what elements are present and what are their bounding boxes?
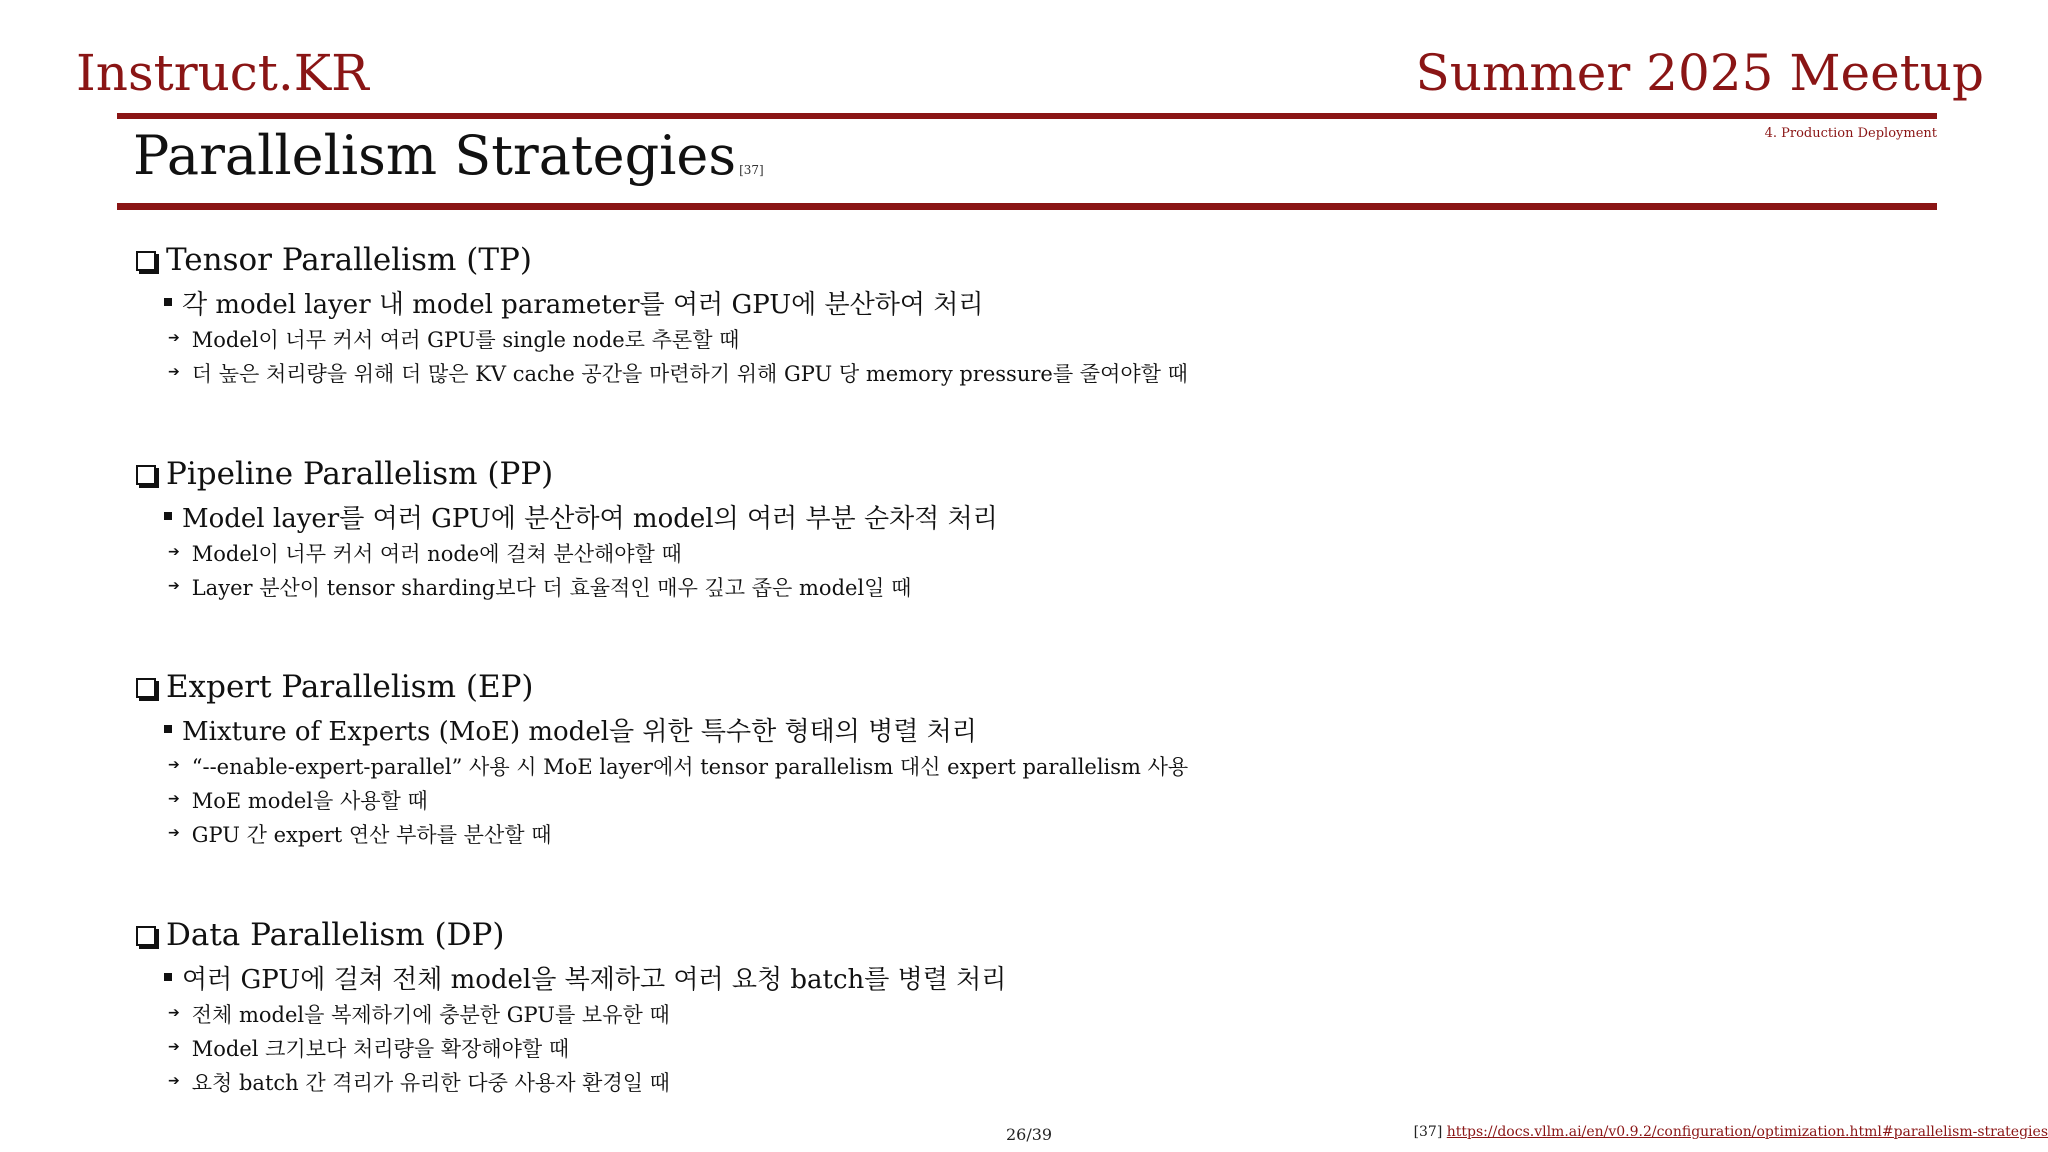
arrow-icon: ➔ [168,1005,180,1021]
section-bullet [164,957,1632,997]
sub-item [168,1031,1632,1065]
section-data-parallelism [132,913,1632,1099]
sub-item [168,749,1632,783]
sub-item-text: Layer 분산이 tensor sharding보다 더 효율적인 매우 깊고 좁은 model일 때 [191,576,912,600]
brand-left: Instruct.KR [76,44,369,102]
top-rule [117,113,1937,119]
section-heading [132,665,1632,709]
sub-item [168,997,1632,1031]
arrow-icon: ➔ [168,364,180,380]
title-rule [117,203,1937,210]
section-pipeline-parallelism [132,452,1632,604]
section-heading-text: Data Parallelism (DP) [166,917,505,953]
section-heading-text: Pipeline Parallelism (PP) [166,456,554,492]
title-reference: [37] [739,163,764,177]
sub-item [168,1065,1632,1099]
section-heading [132,452,1632,496]
sub-item-text: 더 높은 처리량을 위해 더 많은 KV cache 공간을 마련하기 위해 GPU 당 memory pressure를 줄여야할 때 [191,362,1188,386]
section-bullet-text: 각 model layer 내 model parameter를 여러 GPU에 분산하여 처리 [182,289,984,320]
section-bullet [164,496,1632,536]
section-heading [132,913,1632,957]
section-bullet [164,282,1632,322]
sub-item-text: 요청 batch 간 격리가 유리한 다중 사용자 환경일 때 [191,1071,670,1095]
footnote-link[interactable]: https://docs.vllm.ai/en/v0.9.2/configuration/optimization.html#parallelism-strategies [1446,1124,2048,1140]
arrow-icon: ➔ [168,825,180,841]
arrow-icon: ➔ [168,757,180,773]
page-number: 26/39 [1006,1125,1053,1144]
section-heading-text: Tensor Parallelism (TP) [166,242,532,278]
sub-item [168,356,1632,390]
section-bullet [164,709,1632,749]
sub-item-text: MoE model을 사용할 때 [191,789,428,813]
checkbox-icon [136,251,156,271]
section-bullet-text: 여러 GPU에 걸쳐 전체 model을 복제하고 여러 요청 batch를 병렬 처리 [182,964,1007,995]
section-heading [132,238,1632,282]
sub-item-text: “--enable-expert-parallel” 사용 시 MoE layer에서 tensor parallelism 대신 expert parallelism 사용 [191,755,1189,779]
sub-item-text: Model이 너무 커서 여러 node에 걸쳐 분산해야할 때 [191,542,682,566]
sub-item [168,783,1632,817]
square-bullet-icon [164,512,172,520]
arrow-icon: ➔ [168,1073,180,1089]
section-bullet-text: Model layer를 여러 GPU에 분산하여 model의 여러 부분 순차적 처리 [182,503,998,534]
square-bullet-icon [164,973,172,981]
sub-item-text: GPU 간 expert 연산 부하를 분산할 때 [191,823,552,847]
slide-title: Parallelism Strategies [133,124,737,187]
sub-item-text: 전체 model을 복제하기에 충분한 GPU를 보유한 때 [191,1003,670,1027]
section-bullet-text: Mixture of Experts (MoE) model을 위한 특수한 형태의 병렬 처리 [182,716,977,747]
square-bullet-icon [164,298,172,306]
footnote-ref: [37] [1413,1124,1443,1140]
checkbox-icon [136,465,156,485]
brand-right: Summer 2025 Meetup [1415,44,1984,102]
sub-item-text: Model 크기보다 처리량을 확장해야할 때 [191,1037,570,1061]
arrow-icon: ➔ [168,1039,180,1055]
sub-item [168,570,1632,604]
checkbox-icon [136,926,156,946]
sub-item [168,536,1632,570]
arrow-icon: ➔ [168,330,180,346]
footnote [1414,1124,2048,1140]
section-expert-parallelism [132,665,1632,851]
sub-item [168,322,1632,356]
slide-title-wrap [133,124,764,187]
sub-item [168,817,1632,851]
sub-item-text: Model이 너무 커서 여러 GPU를 single node로 추론할 때 [191,328,740,352]
section-heading-text: Expert Parallelism (EP) [166,669,534,705]
square-bullet-icon [164,725,172,733]
arrow-icon: ➔ [168,791,180,807]
section-tensor-parallelism [132,238,1632,390]
arrow-icon: ➔ [168,578,180,594]
arrow-icon: ➔ [168,544,180,560]
checkbox-icon [136,678,156,698]
section-tag: 4. Production Deployment [1764,126,1937,141]
